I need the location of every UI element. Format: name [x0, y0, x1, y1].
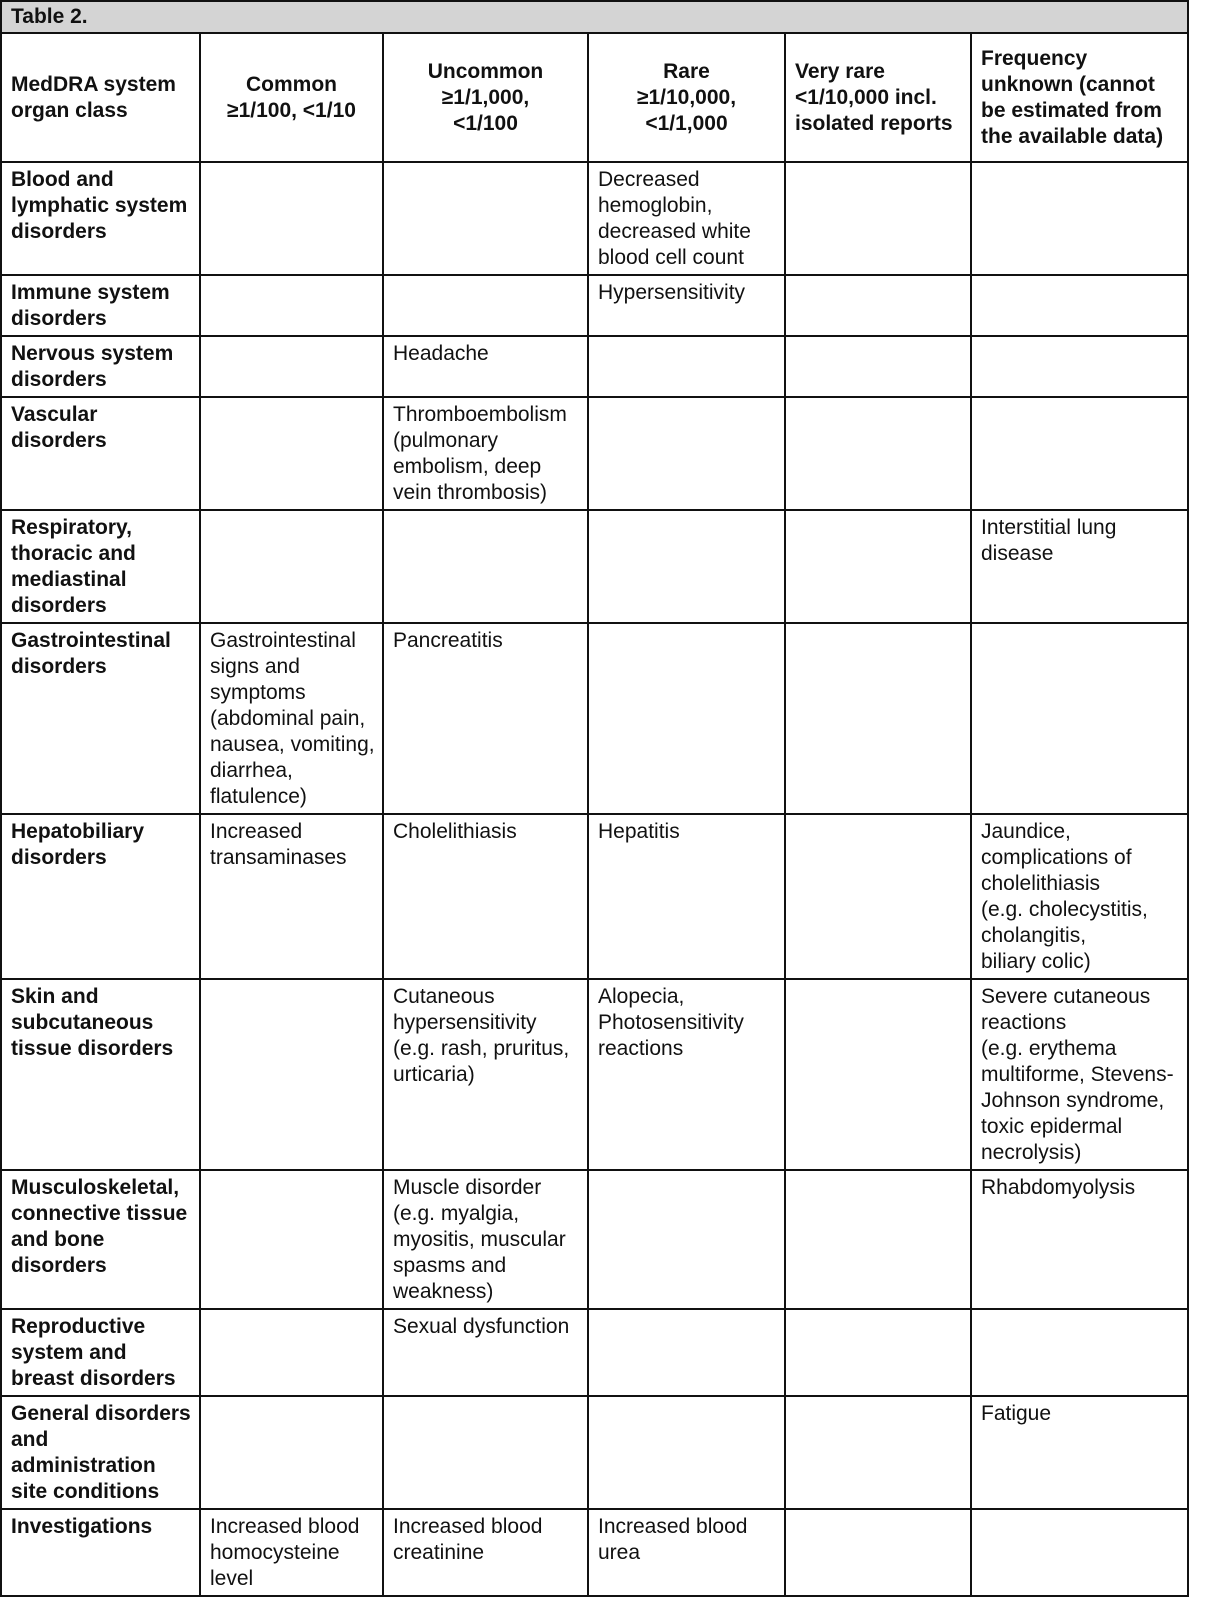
cell-frequency-unknown: Rhabdomyolysis	[971, 1170, 1187, 1309]
cell-frequency-unknown: Interstitial lung disease	[971, 510, 1187, 623]
cell-soc: Nervous system disorders	[2, 336, 200, 397]
table-body	[2, 162, 1187, 1596]
cell-rare	[588, 336, 785, 397]
table-row	[2, 623, 1187, 814]
cell-very-rare	[785, 1309, 971, 1396]
cell-uncommon: Thromboembolism (pulmonary embolism, deep vein thrombosis)	[383, 397, 588, 510]
cell-common	[200, 1170, 383, 1309]
cell-common	[200, 1396, 383, 1509]
cell-rare: Hepatitis	[588, 814, 785, 979]
cell-common: Increased transaminases	[200, 814, 383, 979]
cell-common: Gastrointestinal signs and symptoms (abdominal pain, nausea, vomiting, diarrhea, flatulence)	[200, 623, 383, 814]
cell-rare	[588, 510, 785, 623]
cell-rare	[588, 397, 785, 510]
cell-very-rare	[785, 979, 971, 1170]
table-caption: Table 2.	[2, 2, 1187, 34]
cell-very-rare	[785, 336, 971, 397]
cell-frequency-unknown	[971, 397, 1187, 510]
table-row	[2, 1309, 1187, 1396]
cell-uncommon: Sexual dysfunction	[383, 1309, 588, 1396]
cell-rare	[588, 1396, 785, 1509]
cell-common	[200, 397, 383, 510]
cell-rare	[588, 1170, 785, 1309]
cell-very-rare	[785, 1509, 971, 1596]
header-soc: MedDRA system organ class	[2, 34, 200, 162]
cell-frequency-unknown: Severe cutaneous reactions (e.g. erythema multiforme, Stevens-Johnson syndrome, toxic epidermal necrolysis)	[971, 979, 1187, 1170]
cell-soc: Hepatobiliary disorders	[2, 814, 200, 979]
cell-rare: Increased blood urea	[588, 1509, 785, 1596]
header-frequency-unknown: Frequency unknown (cannot be estimated from the available data)	[971, 34, 1187, 162]
cell-frequency-unknown	[971, 1509, 1187, 1596]
table-row	[2, 1170, 1187, 1309]
cell-frequency-unknown	[971, 336, 1187, 397]
header-row	[2, 34, 1187, 162]
cell-very-rare	[785, 1396, 971, 1509]
cell-soc: Immune system disorders	[2, 275, 200, 336]
cell-uncommon: Muscle disorder (e.g. myalgia, myositis, muscular spasms and weakness)	[383, 1170, 588, 1309]
cell-uncommon: Headache	[383, 336, 588, 397]
cell-rare	[588, 1309, 785, 1396]
cell-rare: Hypersensitivity	[588, 275, 785, 336]
cell-soc: Gastrointestinal disorders	[2, 623, 200, 814]
cell-frequency-unknown	[971, 623, 1187, 814]
cell-common	[200, 162, 383, 275]
cell-very-rare	[785, 397, 971, 510]
cell-uncommon: Pancreatitis	[383, 623, 588, 814]
table-row	[2, 275, 1187, 336]
cell-soc: Reproductive system and breast disorders	[2, 1309, 200, 1396]
table-row	[2, 1509, 1187, 1596]
table-row	[2, 336, 1187, 397]
cell-uncommon: Cholelithiasis	[383, 814, 588, 979]
cell-common	[200, 979, 383, 1170]
cell-soc: Musculoskeletal, connective tissue and bone disorders	[2, 1170, 200, 1309]
header-uncommon: Uncommon ≥1/1,000, <1/100	[383, 34, 588, 162]
cell-frequency-unknown	[971, 162, 1187, 275]
cell-frequency-unknown	[971, 275, 1187, 336]
table-row	[2, 162, 1187, 275]
adverse-reactions-table	[2, 34, 1187, 1597]
cell-uncommon	[383, 162, 588, 275]
cell-frequency-unknown: Fatigue	[971, 1396, 1187, 1509]
cell-common	[200, 1309, 383, 1396]
header-very-rare: Very rare <1/10,000 incl. isolated reports	[785, 34, 971, 162]
cell-soc: General disorders and administration site conditions	[2, 1396, 200, 1509]
table-row	[2, 1396, 1187, 1509]
cell-very-rare	[785, 814, 971, 979]
cell-frequency-unknown: Jaundice, complications of cholelithiasis (e.g. cholecystitis, cholangitis, biliary colic)	[971, 814, 1187, 979]
cell-very-rare	[785, 275, 971, 336]
cell-soc: Investigations	[2, 1509, 200, 1596]
cell-soc: Respiratory, thoracic and mediastinal disorders	[2, 510, 200, 623]
cell-rare: Decreased hemoglobin, decreased white blood cell count	[588, 162, 785, 275]
cell-very-rare	[785, 510, 971, 623]
table-row	[2, 510, 1187, 623]
header-rare: Rare ≥1/10,000, <1/1,000	[588, 34, 785, 162]
cell-soc: Blood and lymphatic system disorders	[2, 162, 200, 275]
header-common: Common ≥1/100, <1/10	[200, 34, 383, 162]
cell-common	[200, 336, 383, 397]
cell-frequency-unknown	[971, 1309, 1187, 1396]
cell-uncommon	[383, 1396, 588, 1509]
cell-uncommon: Increased blood creatinine	[383, 1509, 588, 1596]
table-row	[2, 814, 1187, 979]
table-row	[2, 979, 1187, 1170]
cell-common: Increased blood homocysteine level	[200, 1509, 383, 1596]
cell-very-rare	[785, 162, 971, 275]
cell-common	[200, 510, 383, 623]
table-row	[2, 397, 1187, 510]
cell-soc: Vascular disorders	[2, 397, 200, 510]
cell-rare	[588, 623, 785, 814]
cell-uncommon: Cutaneous hypersensitivity (e.g. rash, pruritus, urticaria)	[383, 979, 588, 1170]
cell-soc: Skin and subcutaneous tissue disorders	[2, 979, 200, 1170]
cell-very-rare	[785, 623, 971, 814]
cell-uncommon	[383, 275, 588, 336]
cell-very-rare	[785, 1170, 971, 1309]
cell-common	[200, 275, 383, 336]
cell-uncommon	[383, 510, 588, 623]
cell-rare: Alopecia, Photosensitivity reactions	[588, 979, 785, 1170]
